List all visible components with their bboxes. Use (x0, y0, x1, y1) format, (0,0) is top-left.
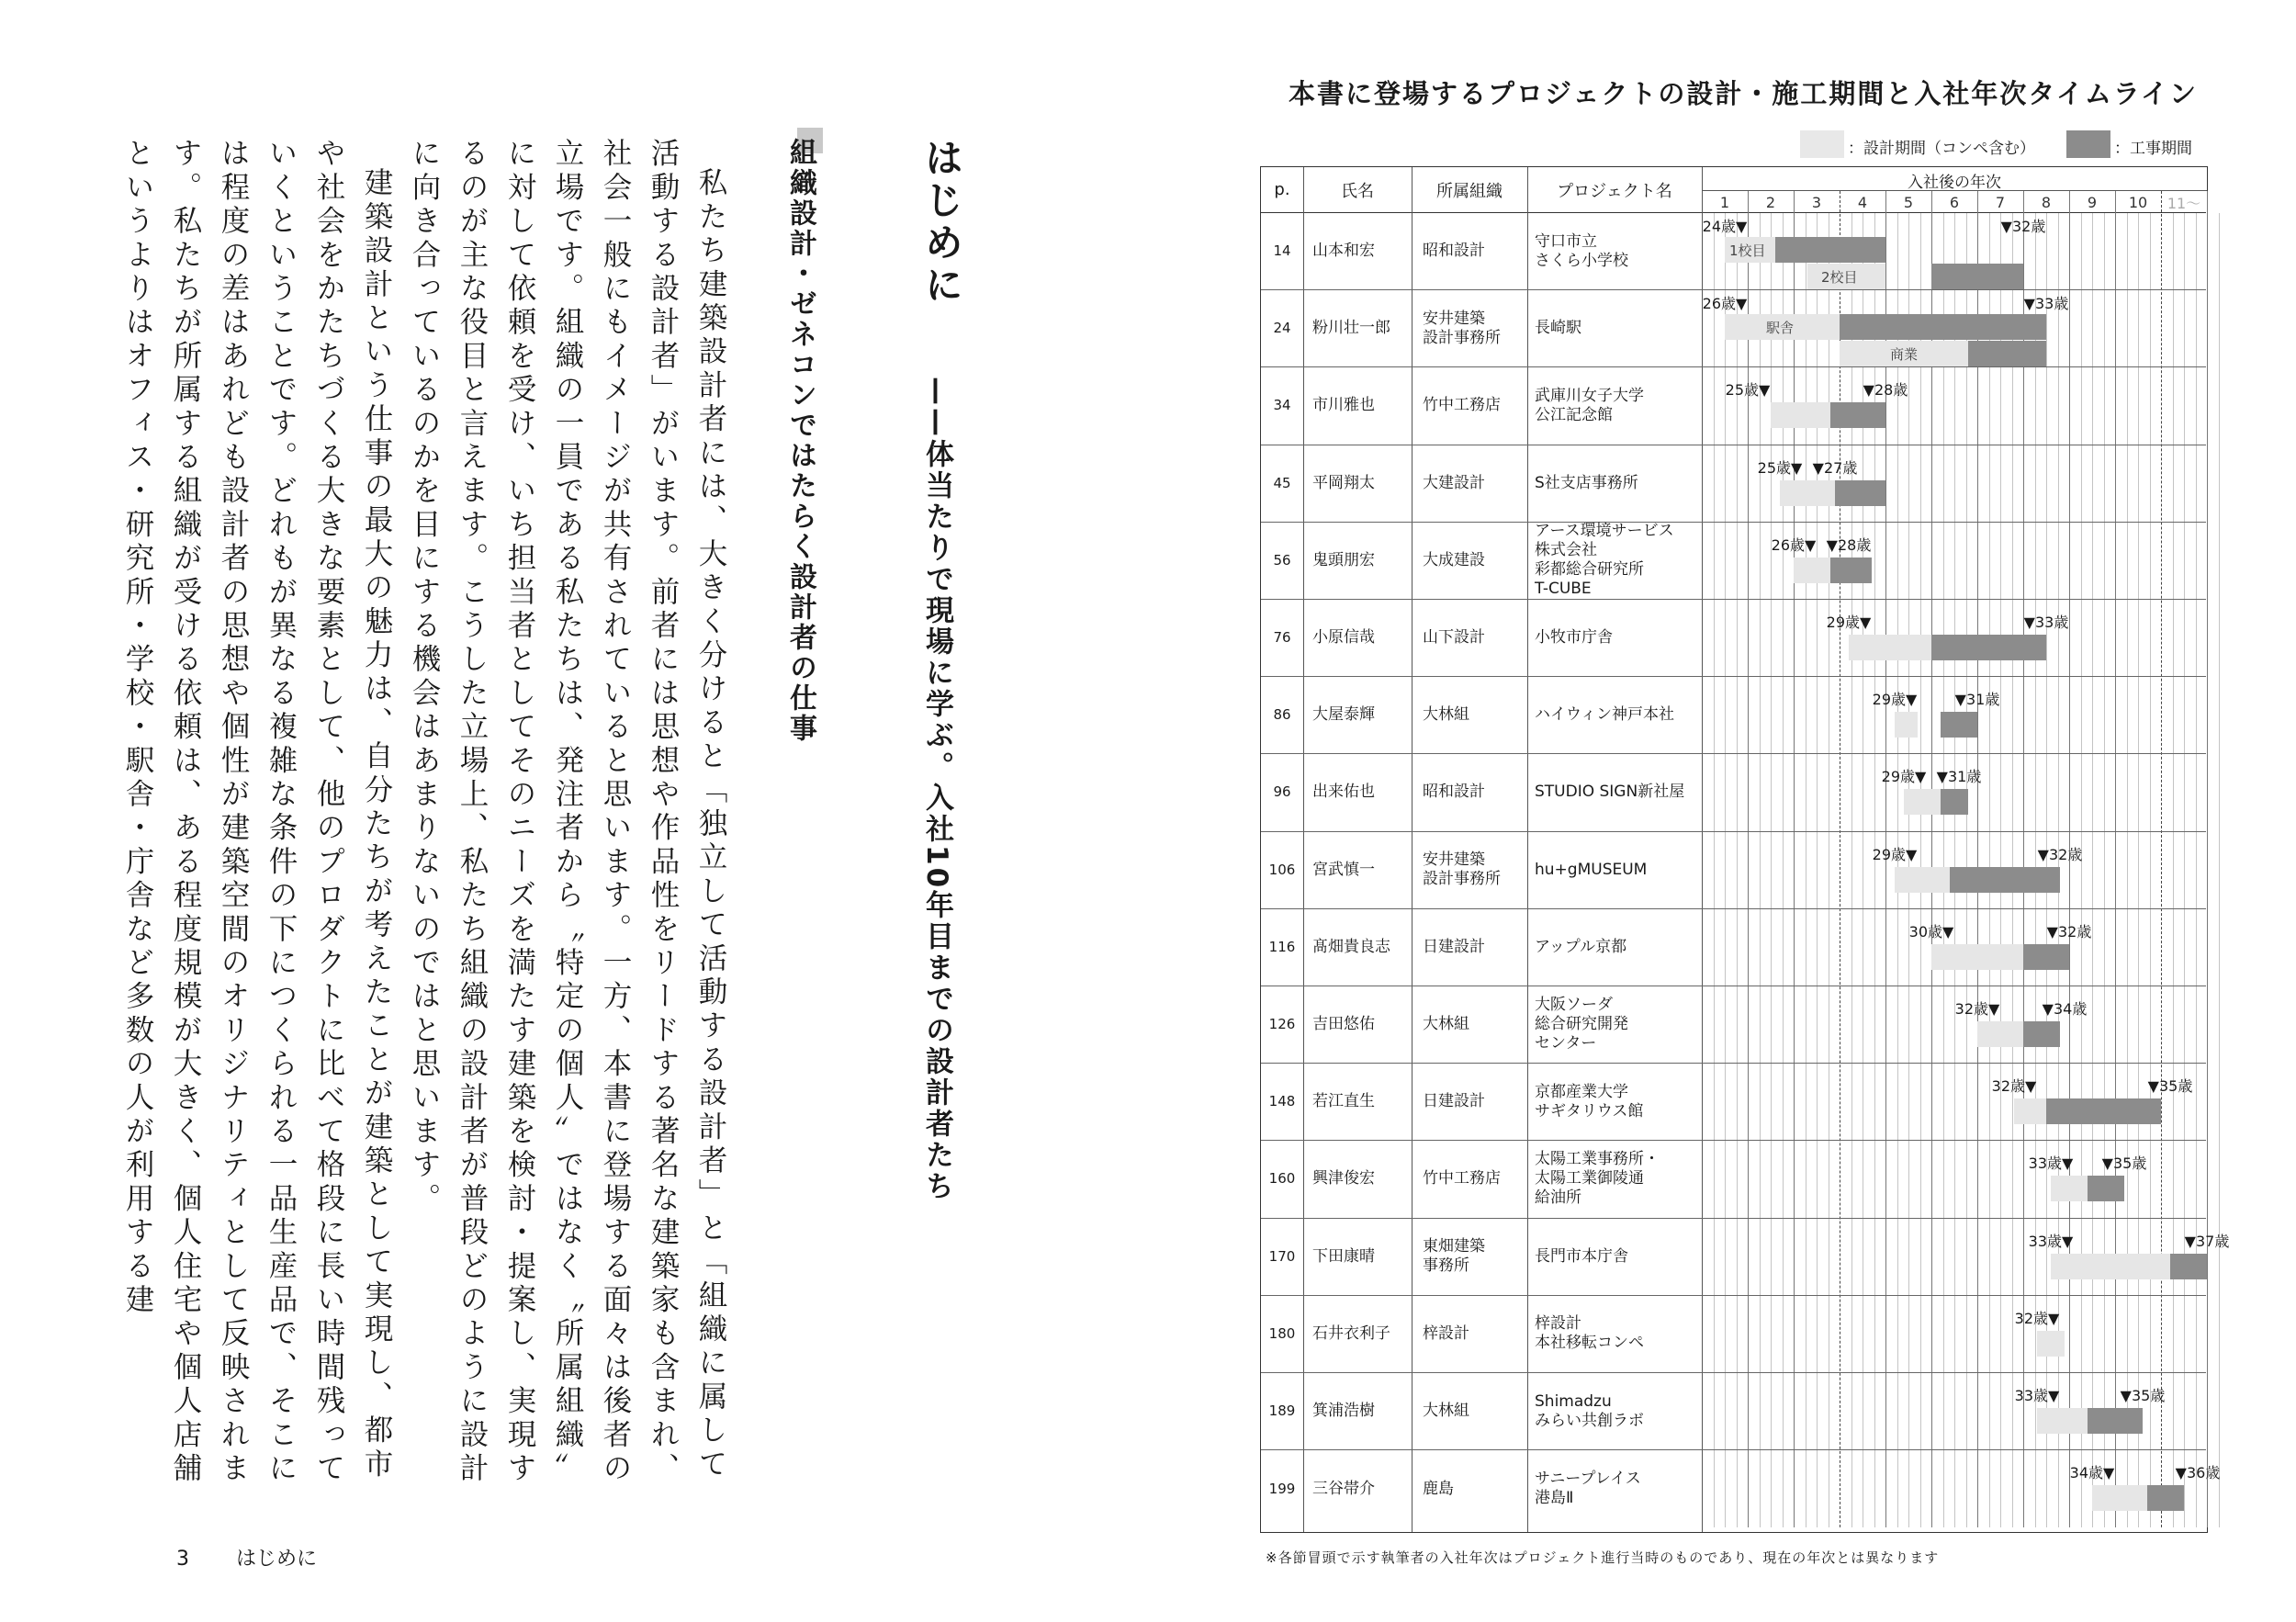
end-age-marker: ▼37歳 (2184, 1232, 2230, 1250)
cell-name: 三谷帯介 (1312, 1479, 1375, 1498)
section-heading: 組織設計・ゼネコンではたらく設計者の仕事 (784, 138, 816, 744)
body-paragraph-1: 私たち建築設計者には、大きく分けると「独立して活動する設計者」と「組織に属して活動する設計者」がいます。前者には思想や作品性をリードする著名な建築家も含まれ、社会一般にもイメージが共有されていると思います。一方、本書に登場する面々は後者の立場です。組織の一員である私たちは、発注者から〝特定の個人〟ではなく〝所属組織〟に対して依頼を受け、いち担当者としてそのニーズを満たす建築を検討・提案し、実現するのが主な役目と言えます。こうした立場上、私たち組織の設計者が普段どのように設計に向き合っているのかを目にする機会はあまりないのではと思います。 (408, 138, 727, 1486)
column-header-page: p. (1261, 167, 1303, 213)
running-head: はじめに (236, 1548, 318, 1571)
year-tick-label: 3 (1811, 193, 1822, 211)
start-age-marker: 32歳▼ (1991, 1077, 2037, 1096)
cell-page: 96 (1273, 783, 1291, 801)
design-period-bar (1771, 402, 1830, 428)
construction-period-bar (2023, 944, 2069, 970)
cell-name: 吉田悠佑 (1312, 1015, 1375, 1034)
start-age-marker: 33歳▼ (2028, 1232, 2074, 1250)
cell-org: 大林組 (1423, 1015, 1469, 1034)
construction-period-bar (1840, 314, 2046, 340)
cell-project: 守口市立 さくら小学校 (1535, 231, 1628, 270)
cell-page: 106 (1268, 861, 1296, 878)
cell-org: 竹中工務店 (1423, 1169, 1501, 1188)
cell-name: 鬼頭朋宏 (1312, 550, 1375, 569)
cell-org: 山下設計 (1423, 628, 1485, 648)
cell-project: S社支店事務所 (1535, 473, 1638, 492)
cell-project: STUDIO SIGN新社屋 (1535, 783, 1685, 802)
cell-org: 竹中工務店 (1423, 396, 1501, 415)
cell-project: ハイウィン神戸本社 (1535, 705, 1674, 725)
end-age-marker: ▼35歳 (2120, 1387, 2166, 1404)
cell-page: 160 (1268, 1170, 1296, 1188)
year-tick-label: 5 (1903, 193, 1914, 211)
design-period-bar (1931, 944, 2023, 970)
cell-project: 京都産業大学 サギタリウス館 (1535, 1082, 1644, 1121)
cell-org: 鹿島 (1423, 1479, 1454, 1498)
bar-label: 2校目 (1821, 269, 1858, 286)
end-age-marker: ▼28歳 (1826, 535, 1872, 554)
start-age-marker: 29歳▼ (1881, 768, 1927, 786)
year-tick-label: 6 (1949, 193, 1960, 211)
cell-page: 56 (1273, 551, 1291, 569)
quarter-grid-line (2219, 213, 2220, 1527)
cell-page: 189 (1268, 1402, 1296, 1420)
year-axis-title: 入社後の年次 (1908, 174, 2001, 192)
cell-page: 14 (1273, 242, 1291, 260)
design-period-bar (2051, 1254, 2170, 1279)
column-header-org: 所属組織 (1412, 167, 1527, 213)
design-period-bar (1895, 867, 1950, 893)
construction-period-bar (2088, 1408, 2143, 1434)
legend-construction-label: ：工事期間 (2114, 140, 2192, 158)
timeline-row (1261, 986, 2206, 1064)
cell-name: 大屋泰輝 (1312, 705, 1375, 725)
year-tick-label: 1 (1719, 193, 1730, 211)
cell-page: 148 (1268, 1093, 1296, 1110)
end-age-marker: ▼32歳 (2046, 922, 2092, 941)
construction-period-bar (1830, 402, 1885, 428)
design-period-bar (1780, 480, 1835, 506)
cell-project: hu+gMUSEUM (1535, 860, 1648, 879)
timeline-row (1261, 754, 2206, 831)
cell-org: 安井建築 設計事務所 (1423, 850, 1501, 889)
timeline-row (1261, 367, 2206, 445)
end-age-marker: ▼31歳 (1954, 691, 2000, 709)
start-age-marker: 30歳▼ (1908, 922, 1954, 941)
end-age-marker: ▼31歳 (1936, 768, 1982, 786)
start-age-marker: 32歳▼ (2014, 1309, 2060, 1327)
cell-page: 199 (1268, 1480, 1296, 1497)
construction-period-bar (1835, 480, 1885, 506)
cell-org: 日建設計 (1423, 1092, 1485, 1111)
timeline-row (1261, 1141, 2206, 1218)
year-tick-label: 10 (2128, 193, 2148, 211)
timeline-row (1261, 523, 2206, 600)
cell-name: 山本和宏 (1312, 242, 1375, 261)
cell-project: 梓設計 本社移転コンペ (1535, 1314, 1644, 1353)
cell-page: 45 (1273, 474, 1291, 491)
construction-period-bar (1950, 867, 2060, 893)
cell-name: 宮武慎一 (1312, 860, 1375, 879)
design-period-bar (2037, 1408, 2088, 1434)
start-age-marker: 29歳▼ (1872, 845, 1918, 863)
design-period-bar (1794, 558, 1830, 583)
design-period-bar (1977, 1021, 2023, 1047)
year-tick-label: 9 (2087, 193, 2098, 211)
design-period-bar (1904, 789, 1941, 815)
cell-project: Shimadzu みらい共創ラボ (1535, 1391, 1644, 1430)
cell-name: 興津俊宏 (1312, 1169, 1375, 1188)
cell-org: 大成建設 (1423, 550, 1485, 569)
cell-name: 平岡翔太 (1312, 473, 1375, 492)
design-period-bar (1895, 712, 1918, 738)
construction-period-bar (2088, 1176, 2124, 1201)
start-age-marker: 26歳▼ (1771, 535, 1817, 554)
construction-period-bar (2170, 1254, 2207, 1279)
cell-project: 長崎駅 (1535, 319, 1581, 338)
cell-name: 箕浦浩樹 (1312, 1402, 1375, 1421)
design-period-bar (2092, 1485, 2147, 1511)
construction-period-bar (1941, 789, 1968, 815)
construction-period-bar (1931, 635, 2046, 660)
cell-page: 116 (1268, 938, 1296, 955)
construction-period-bar (1941, 712, 1977, 738)
timeline-row (1261, 832, 2206, 909)
cell-name: 粉川壮一郎 (1312, 319, 1390, 338)
year-line (2207, 191, 2208, 1527)
column-header-name: 氏名 (1303, 167, 1412, 213)
column-header-project: プロジェクト名 (1527, 167, 1702, 213)
cell-page: 126 (1268, 1016, 1296, 1033)
end-age-marker: ▼33歳 (2023, 614, 2069, 631)
design-period-bar (2037, 1331, 2065, 1357)
construction-period-bar (1931, 264, 2023, 289)
timeline-row (1261, 1064, 2206, 1141)
cell-org: 大林組 (1423, 1402, 1469, 1421)
chart-title: 本書に登場するプロジェクトの設計・施工期間と入社年次タイムライン (1289, 78, 2198, 109)
start-age-marker: 25歳▼ (1757, 458, 1803, 477)
end-age-marker: ▼27歳 (1812, 458, 1858, 477)
start-age-marker: 29歳▼ (1872, 691, 1918, 709)
timeline-row (1261, 445, 2206, 523)
start-age-marker: 29歳▼ (1826, 614, 1872, 631)
design-period-bar (2051, 1176, 2088, 1201)
cell-name: 小原信哉 (1312, 628, 1375, 648)
cell-page: 86 (1273, 706, 1291, 724)
cell-org: 昭和設計 (1423, 242, 1485, 261)
construction-period-bar (1830, 558, 1872, 583)
end-age-marker: ▼32歳 (2037, 845, 2083, 863)
design-period-bar (2014, 1098, 2046, 1124)
cell-page: 170 (1268, 1247, 1296, 1265)
year-tick-label: 11〜 (2167, 194, 2201, 212)
cell-org: 安井建築 設計事務所 (1423, 309, 1501, 347)
cell-name: 出来佑也 (1312, 783, 1375, 802)
chapter-title: はじめに (919, 138, 964, 307)
body-text (121, 138, 735, 1497)
bar-label: 商業 (1890, 346, 1919, 364)
end-age-marker: ▼32歳 (2000, 218, 2046, 235)
legend-design-swatch (1800, 130, 1844, 158)
cell-name: 下田康晴 (1312, 1246, 1375, 1266)
end-age-marker: ▼35歳 (2101, 1155, 2147, 1173)
legend-construction-swatch (2066, 130, 2110, 158)
start-age-marker: 33歳▼ (2028, 1155, 2074, 1173)
start-age-marker: 33歳▼ (2014, 1387, 2060, 1404)
cell-page: 34 (1273, 397, 1291, 414)
construction-period-bar (1775, 237, 1885, 263)
cell-project: 長門市本庁舎 (1535, 1246, 1628, 1266)
construction-period-bar (2147, 1485, 2184, 1511)
cell-org: 梓設計 (1423, 1324, 1469, 1343)
page-number: 3 (176, 1548, 189, 1571)
year-tick-label: 4 (1857, 193, 1868, 211)
page-footer (176, 1543, 317, 1571)
timeline-row (1261, 1296, 2206, 1373)
cell-page: 24 (1273, 320, 1291, 337)
cell-org: 大林組 (1423, 705, 1469, 725)
cell-project: アップル京都 (1535, 937, 1627, 956)
timeline-row (1261, 600, 2206, 677)
cell-name: 若江直生 (1312, 1092, 1375, 1111)
end-age-marker: ▼34歳 (2042, 1000, 2088, 1018)
timeline-row (1261, 677, 2206, 754)
timeline-row (1261, 290, 2206, 367)
start-age-marker: 26歳▼ (1702, 295, 1748, 313)
design-period-bar (1849, 635, 1931, 660)
legend-design-label: ：設計期間（コンペ含む） (1848, 140, 2035, 158)
cell-project: 太陽工業事務所・ 太陽工業御陵通 給油所 (1535, 1150, 1660, 1208)
timeline-row (1261, 1373, 2206, 1450)
cell-org: 日建設計 (1423, 937, 1485, 956)
cell-page: 76 (1273, 629, 1291, 647)
year-tick-label: 8 (2041, 193, 2052, 211)
bar-label: 1校目 (1729, 242, 1766, 259)
start-age-marker: 25歳▼ (1725, 381, 1771, 400)
cell-project: アース環境サービス 株式会社 彩都総合研究所 T-CUBE (1535, 522, 1674, 599)
construction-period-bar (2046, 1098, 2161, 1124)
bar-label: 駅舎 (1766, 320, 1795, 337)
start-age-marker: 32歳▼ (1954, 1000, 2000, 1018)
construction-period-bar (1968, 341, 2046, 366)
year-tick-label: 7 (1995, 193, 2006, 211)
start-age-marker: 34歳▼ (2069, 1464, 2115, 1482)
start-age-marker: 24歳▼ (1702, 218, 1748, 235)
cell-page: 180 (1268, 1324, 1296, 1342)
end-age-marker: ▼35歳 (2147, 1077, 2193, 1096)
timeline-row (1261, 1450, 2221, 1527)
body-paragraph-2: 建築設計という仕事の最大の魅力は、自分たちが考えたことが建築として実現し、都市や社会をかたちづくる大きな要素として、他のプロダクトに比べて格段に長い時間残っていくということです。どれもが異なる複雑な条件の下につくられる一品生産品で、そこには程度の差はあれども設計者の思想や個性が建築空間のオリジナリティとして反映されます。私たちが所属する組織が受ける依頼は、ある程度規模が大きく、個人住宅や個人店舗というよりはオフィス・研究所・学校・駅舎・庁舎など多数の人が利用する建 (121, 138, 393, 1486)
end-age-marker: ▼36歳 (2175, 1464, 2221, 1482)
timeline-row (1261, 213, 2206, 290)
cell-org: 昭和設計 (1423, 783, 1485, 802)
timeline-table (1260, 166, 2230, 1533)
chart-footnote: ※各節冒頭で示す執筆者の入社年次はプロジェクト進行当時のものであり、現在の年次とは異なります (1266, 1549, 1940, 1566)
cell-project: 武庫川女子大学 公江記念館 (1535, 386, 1644, 424)
timeline-row (1261, 909, 2206, 986)
cell-project: 大阪ソーダ 総合研究開発 センター (1535, 996, 1628, 1053)
cell-project: サニープレイス 港島Ⅱ (1535, 1470, 1641, 1508)
cell-org: 東畑建築 事務所 (1423, 1237, 1485, 1276)
construction-period-bar (2023, 1021, 2060, 1047)
cell-name: 石井衣利子 (1312, 1324, 1390, 1343)
year-tick-label: 2 (1765, 193, 1776, 211)
chapter-subtitle: ——体当たりで現場に学ぶ。入社10年目までの設計者たち (920, 377, 953, 1203)
end-age-marker: ▼28歳 (1863, 381, 1908, 400)
timeline-row (1261, 1219, 2230, 1296)
cell-project: 小牧市庁舎 (1535, 628, 1613, 648)
cell-name: 市川雅也 (1312, 396, 1375, 415)
end-age-marker: ▼33歳 (2023, 295, 2069, 313)
cell-name: 髙畑貴良志 (1312, 937, 1390, 956)
cell-org: 大建設計 (1423, 473, 1485, 492)
